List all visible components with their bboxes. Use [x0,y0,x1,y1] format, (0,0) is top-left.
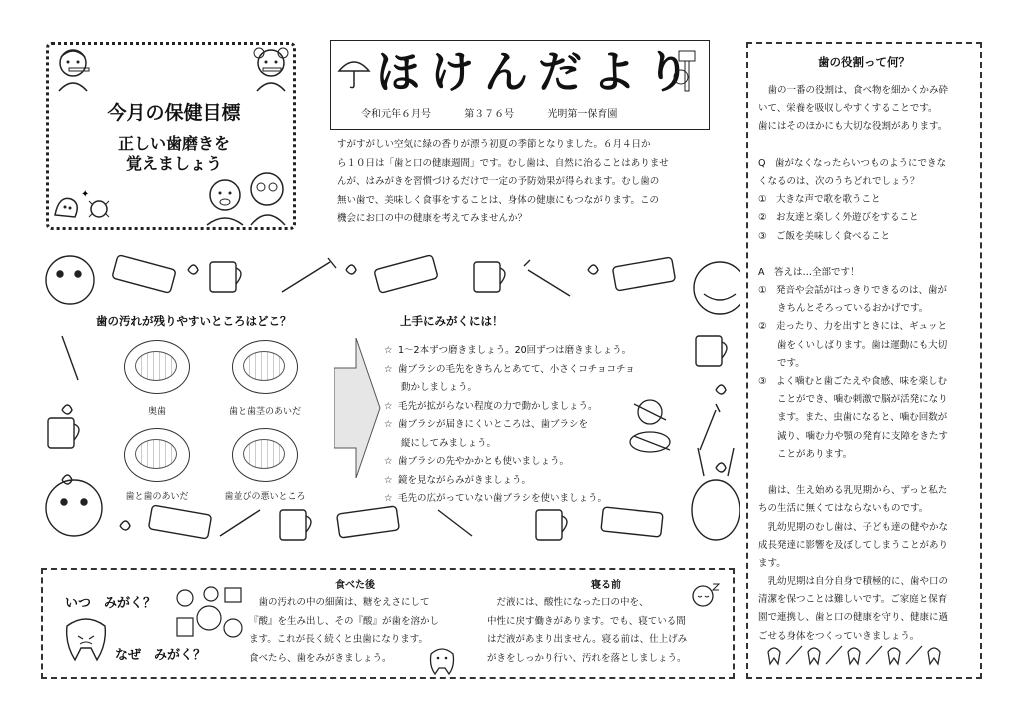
why-brush-label: なぜ みがく？ [115,648,207,663]
dirt-label: 奥歯 [147,407,166,417]
after-eating-text [249,594,439,668]
food-illustration [171,584,247,644]
germs-illustration [51,185,121,225]
teeth-role-line: A 答えは…全部です！ [758,266,860,278]
intro-line: 無い歯で、美味しく食事をすることは、身体の健康にもつながります。この [337,194,660,206]
tip-text: 歯ブラシの毛先をきちんとあてて、小さくコチョコチョ [398,363,635,375]
teeth-role-line: ごせる身体をつくっていきましょう。 [758,630,920,642]
toothbrush-character-icon [669,49,707,95]
child-brushing-illustration [51,45,95,93]
teeth-role-line: ③ よく噛むと歯ごたえや食感、味を楽しむ [758,376,948,387]
after-eating-heading: 食べた後 [335,580,375,591]
teeth-role-line: ます。 [758,557,786,569]
before-bed-line: だ液には、酸性になった口の中を、 [487,597,649,608]
teeth-role-line: 歯の一番の役割は、食べ物を細かくかみ砕 [758,85,949,96]
intro-line: すがすがしい空気に緑の香りが漂う初夏の季節となりました。６月４日か [337,139,651,150]
tip-text: 毛先が拡がらない程度の力で動かしましょう。 [398,400,598,412]
tip-text: 1～2本ずつ磨きましょう。20回ずつは磨きましょう。 [398,345,632,356]
after-eating-line: 食べたら、歯をみがきましょう。 [249,652,392,664]
teeth-role-line: ちの生活に無くてはならないものです。 [758,503,929,515]
star-bullet-icon: ☆ [384,345,393,356]
tip-item [384,490,635,509]
dentist-and-child-illustration [199,165,295,227]
tip-text: 縦にしてみましょう。 [401,437,497,449]
tip-item-continued [384,435,635,454]
health-goal-line-2: 覚えましょう [125,154,222,173]
teeth-role-line: 園で連携し、歯と口の健康を守り、健康に過 [758,612,949,624]
dirt-section-heading: 歯の汚れが残りやすいところはどこ？ [96,314,292,328]
health-goal-box [46,42,296,230]
crying-tooth-icon [61,614,111,664]
mouth-diagram-back-teeth [124,340,190,394]
tips-list [384,342,635,509]
teeth-role-line: 乳幼児期は自分自身で積極的に、歯や口の [758,576,949,588]
teeth-role-line: ことができ、噛む刺激で脳が活発になり [758,394,948,406]
umbrella-icon [337,55,371,89]
teeth-role-line: ② 走ったり、力を出すときには、ギュッと [758,321,948,333]
mouth-diagram-gumline [232,340,298,394]
star-bullet-icon: ☆ [384,363,393,375]
star-bullet-icon: ☆ [384,400,393,412]
dirt-label: 歯と歯茎のあいだ [228,407,301,417]
smiling-tooth-icon [427,646,457,676]
newsletter-title: ほけんだより [376,47,700,98]
teeth-role-line: くなるのは、次のうちどれでしょう？ [758,175,920,187]
tip-text: 歯ブラシの先やかかとも使いましょう。 [398,456,570,467]
intro-line: ら１０日は「歯と口の健康週間」です。むし歯は、自然に治ることはありませ [337,157,669,169]
teeth-role-heading: 歯の役割って何？ [818,55,910,69]
tip-text: 動かしましょう。 [401,382,478,393]
tip-item [384,342,635,361]
tip-item [384,398,635,417]
toothbrush-technique-illustration [626,398,682,456]
health-goal-line-1: 正しい歯磨きを [117,134,230,153]
teeth-role-line [758,246,974,264]
tip-text: 毛先の広がっていない歯ブラシを使いましょう。 [398,493,608,504]
teeth-role-line: いて、栄養を吸収しやすくすることです。 [758,103,938,115]
school-name: 光明第一保育園 [547,109,618,120]
before-bed-line: がきをしっかり行い、汚れを落としましょう。 [487,652,687,664]
tip-text: 鏡を見ながらみがきましょう。 [398,474,532,486]
sleeping-child-icon [687,578,723,614]
tip-item-continued [384,379,635,398]
teeth-role-line: 成長発達に影響を及ぼしてしまうことがあり [758,539,949,551]
teeth-role-line: ます。また、虫歯になると、噛む回数が [758,412,948,424]
after-eating-line: ます。これが長く続くと虫歯になります。 [249,634,428,645]
mouth-diagram-crooked-teeth [232,428,298,482]
before-bed-line: 中性に戻す働きがあります。でも、寝ている間 [487,615,686,627]
intro-line: んが、はみがきを習慣づけるだけで一定の予防効果が得られます。むし歯の [337,176,660,187]
teeth-role-line: きちんとそろっているおかげです。 [758,303,929,315]
teeth-role-line: ① 大きな声で歌を歌うこと [758,194,881,206]
issue-info [361,105,647,120]
teeth-role-line: 歯は、生え始める乳児期から、ずっと私た [758,485,948,497]
intro-line: 機会にお口の中の健康を考えてみませんか？ [337,213,528,224]
issue-date: 令和元年６月号 [361,109,431,120]
before-bed-heading: 寝る前 [591,580,621,591]
teeth-role-text [758,82,974,646]
issue-number: 第３７６号 [464,109,515,120]
teeth-role-line: ③ ご飯を美味しく食べること [758,230,891,242]
arrow-right-icon [334,338,382,478]
tip-item [384,453,635,472]
star-bullet-icon: ☆ [384,456,393,467]
star-bullet-icon: ☆ [384,493,393,504]
teeth-role-line [758,137,974,155]
tip-item [384,416,635,435]
tip-item [384,472,635,491]
mouth-diagram-between-teeth [124,428,190,482]
dirt-label: 歯と歯のあいだ [125,492,189,502]
when-why-brush-box [41,568,735,679]
newsletter-header [330,40,710,130]
dirt-label: 歯並びの悪いところ [224,492,306,502]
star-bullet-icon: ☆ [384,474,393,486]
teeth-role-line [758,464,974,482]
teeth-role-line: 清潔を保つことは難しいです。ご家庭と保育 [758,594,948,606]
svg-text:✦: ✦ [81,189,90,200]
teeth-role-line: 歯をくいしばります。歯は運動にも大切 [758,339,948,351]
teeth-role-panel [746,42,982,679]
tip-text: 歯ブラシが届きにくいところは、歯ブラシを [398,419,589,430]
star-bullet-icon: ☆ [384,419,393,430]
teeth-role-line: 歯にはそのほかにも大切な役割があります。 [758,121,948,133]
teeth-role-line: 減り、噛む力や顎の発育に支障をきたす [758,430,949,442]
teeth-role-line: ① 発音や会話がはっきりできるのは、歯が [758,285,948,297]
before-bed-text [487,594,687,668]
toothbrush-row-illustration [762,640,962,668]
tip-item [384,361,635,380]
teeth-role-line: です。 [758,357,805,369]
after-eating-line: 『酸』を生み出し、その『酸』が歯を溶かし [249,615,440,627]
teeth-role-line: ② お友達と楽しく外遊びをすること [758,212,919,224]
teeth-role-line: ことがあります。 [758,448,853,460]
child-brushing-illustration [249,45,295,93]
teeth-role-line: 乳幼児期のむし歯は、子ども達の健やかな [758,521,949,533]
health-goal-title: 今月の保健目標 [107,102,241,124]
after-eating-line: 歯の汚れの中の細菌は、糖をえさにして [249,597,430,608]
before-bed-line: はだ液があまり出ません。寝る前は、仕上げみ [487,634,688,645]
intro-paragraph [337,136,669,229]
teeth-role-line: Q 歯がなくなったらいつものようにできな [758,157,946,169]
tips-heading: 上手にみがくには！ [400,314,504,328]
when-brush-label: いつ みがく？ [65,596,157,611]
